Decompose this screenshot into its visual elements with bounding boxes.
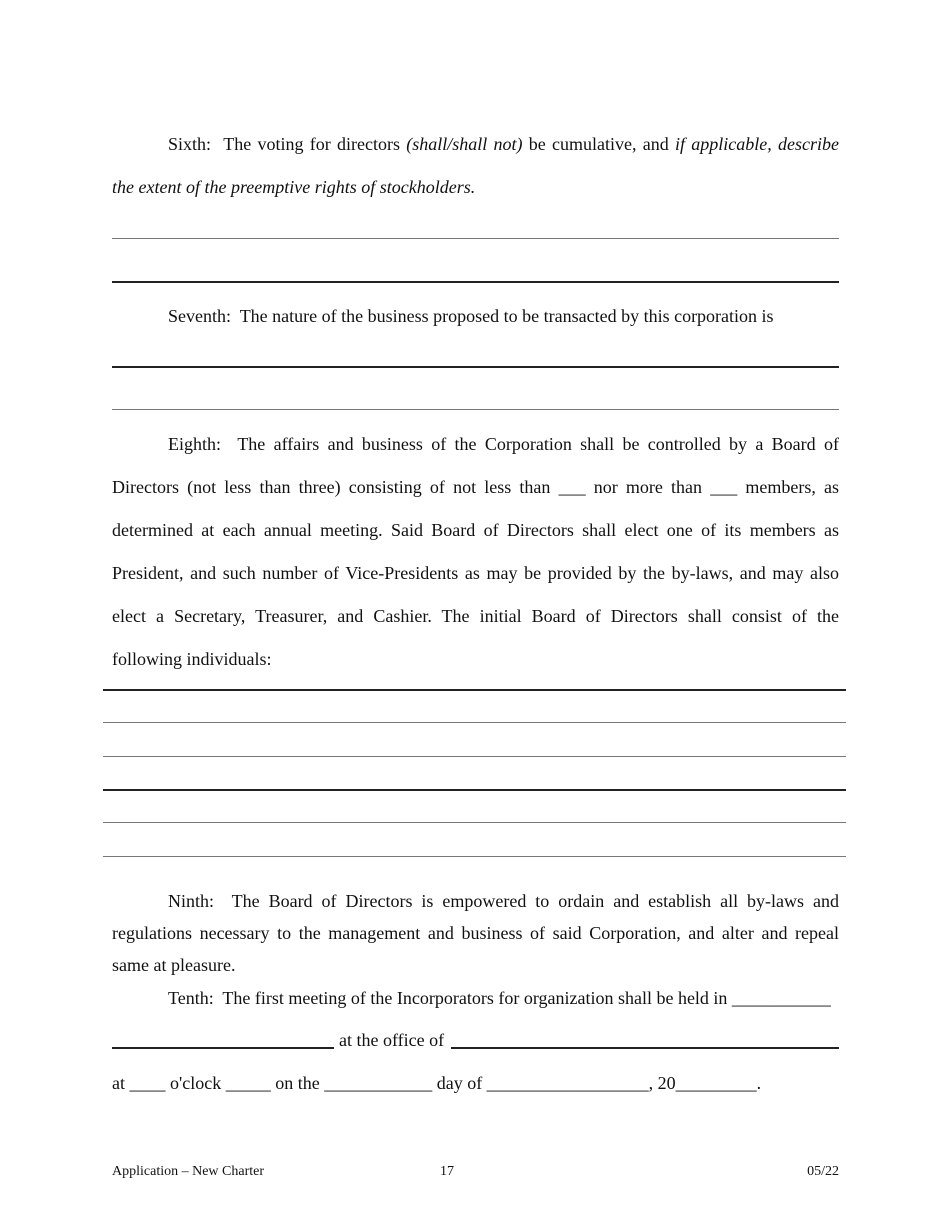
tenth-text-1: The first meeting of the Incorporators for organization shall be held in ___________ <box>222 988 831 1008</box>
sixth-answer-line-2[interactable] <box>112 281 839 283</box>
sixth-label: Sixth: <box>168 134 212 154</box>
tenth-at-office: at the office of <box>339 1030 445 1050</box>
director-line-3[interactable] <box>103 756 846 757</box>
footer-page-number: 17 <box>440 1164 454 1179</box>
director-line-4[interactable] <box>103 789 846 791</box>
seventh-answer-line-1[interactable] <box>112 366 839 368</box>
eighth-label: Eighth: <box>168 434 221 454</box>
sixth-paragraph-line2 <box>112 166 839 209</box>
director-line-5[interactable] <box>103 822 846 823</box>
footer-left: Application – New Charter <box>112 1164 265 1179</box>
director-line-2[interactable] <box>103 722 846 723</box>
tenth-line-1 <box>168 986 839 1010</box>
sixth-italic-b1: if applicable, describe <box>675 134 840 154</box>
footer-right: 05/22 <box>807 1164 839 1179</box>
eighth-line-4: President, and such number of Vice-Presidents as may be provided by the by-laws, and may also <box>112 563 839 583</box>
ninth-line-1 <box>168 889 839 913</box>
tenth-office-line[interactable] <box>451 1047 839 1049</box>
eighth-line-1 <box>168 423 839 466</box>
seventh-text: The nature of the business proposed to be transacted by this corporation is <box>239 306 774 326</box>
eighth-line-2: Directors (not less than three) consisting of not less than ___ nor more than ___ members, as <box>112 477 839 497</box>
ninth-text-1: The Board of Directors is empowered to ordain and establish all by-laws and <box>231 891 839 911</box>
director-line-1[interactable] <box>103 689 846 691</box>
sixth-italic-b2: the extent of the preemptive rights of stockholders. <box>112 177 476 197</box>
seventh-label: Seventh: <box>168 306 231 326</box>
tenth-label: Tenth: <box>168 988 214 1008</box>
eighth-text-1: The affairs and business of the Corporation shall be controlled by a Board of <box>237 434 839 454</box>
ninth-line-2: regulations necessary to the management and business of said Corporation, and alter and repeal <box>112 923 839 943</box>
sixth-text-a: The voting for directors <box>223 134 400 154</box>
eighth-line-6: following individuals: <box>112 649 272 669</box>
tenth-line-3: at ____ o'clock _____ on the ____________ day of __________________, 20_________. <box>112 1073 762 1093</box>
director-line-6[interactable] <box>103 856 846 857</box>
eighth-line-5: elect a Secretary, Treasurer, and Cashier. The initial Board of Directors shall consist of the <box>112 606 839 626</box>
seventh-paragraph <box>168 295 839 338</box>
ninth-line-3: same at pleasure. <box>112 955 236 975</box>
tenth-location-line[interactable] <box>112 1047 334 1049</box>
seventh-answer-line-2[interactable] <box>112 409 839 410</box>
sixth-text-b: be cumulative, and <box>528 134 669 154</box>
sixth-italic-a: (shall/shall not) <box>406 134 523 154</box>
eighth-line-3: determined at each annual meeting. Said Board of Directors shall elect one of its members as <box>112 520 839 540</box>
ninth-label: Ninth: <box>168 891 215 911</box>
sixth-paragraph-line1 <box>168 123 839 166</box>
sixth-answer-line-1[interactable] <box>112 238 839 239</box>
